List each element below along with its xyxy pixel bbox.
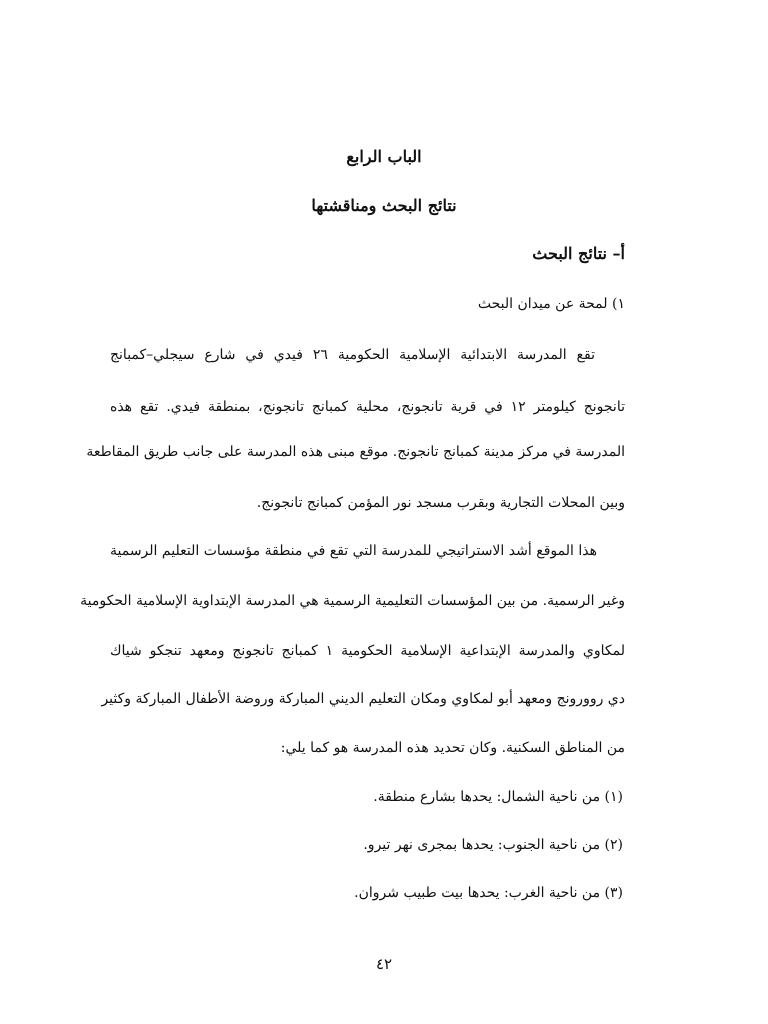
chapter-title: الباب الرابع [346,147,422,166]
chapter-subtitle: نتائج البحث ومناقشتها [311,196,457,215]
paragraph-line: وبين المحلات التجارية وبقرب مسجد نور المؤمن كمبانج تانجونج. [256,495,625,511]
paragraph-line: المدرسة في مركز مدينة كمبانج تانجونج. موقع مبنى هذه المدرسة على جانب طريق المقاطعة [86,444,625,460]
paragraph-line: لمكاوي والمدرسة الإبتداعية الإسلامية الحكومية ١ كمبانج تانجونج ومعهد تنجكو شياك [110,643,625,659]
list-item: (١) من ناحية الشمال: يحدها بشارع منطقة. [373,789,623,805]
paragraph-line: هذا الموقع أشد الاستراتيجي للمدرسة التي تقع في منطقة مؤسسات التعليم الرسمية [110,543,597,559]
paragraph-line: دي روورونج ومعهد أبو لمكاوي ومكان التعليم الديني المباركة وروضة الأطفال المباركة وكثير [101,691,625,707]
list-item: (٢) من ناحية الجنوب: يحدها بمجرى نهر تيرو. [363,837,623,853]
paragraph-line: من المناطق السكنية. وكان تحديد هذه المدرسة هو كما يلي: [280,740,625,756]
section-heading: أ– نتائج البحث [532,244,625,263]
list-item: (٣) من ناحية الغرب: يحدها بيت طبيب شروان. [354,885,623,901]
paragraph-line: تقع المدرسة الابتدائية الإسلامية الحكومية ٢٦ فيدي في شارع سيجلي–كمبانج [110,347,595,363]
paragraph-line: وغير الرسمية. من بين المؤسسات التعليمية الرسمية هي المدرسة الإبتداوية الإسلامية الحكومية [80,593,625,609]
page-number: ٤٢ [375,955,393,973]
paragraph-line: تانجونج كيلومتر ١٢ في قرية تانجونج، محلية كمبانج تانجونج، بمنطقة فيدي. تقع هذه [110,399,625,415]
subsection-heading: ١) لمحة عن ميدان البحث [477,296,625,312]
